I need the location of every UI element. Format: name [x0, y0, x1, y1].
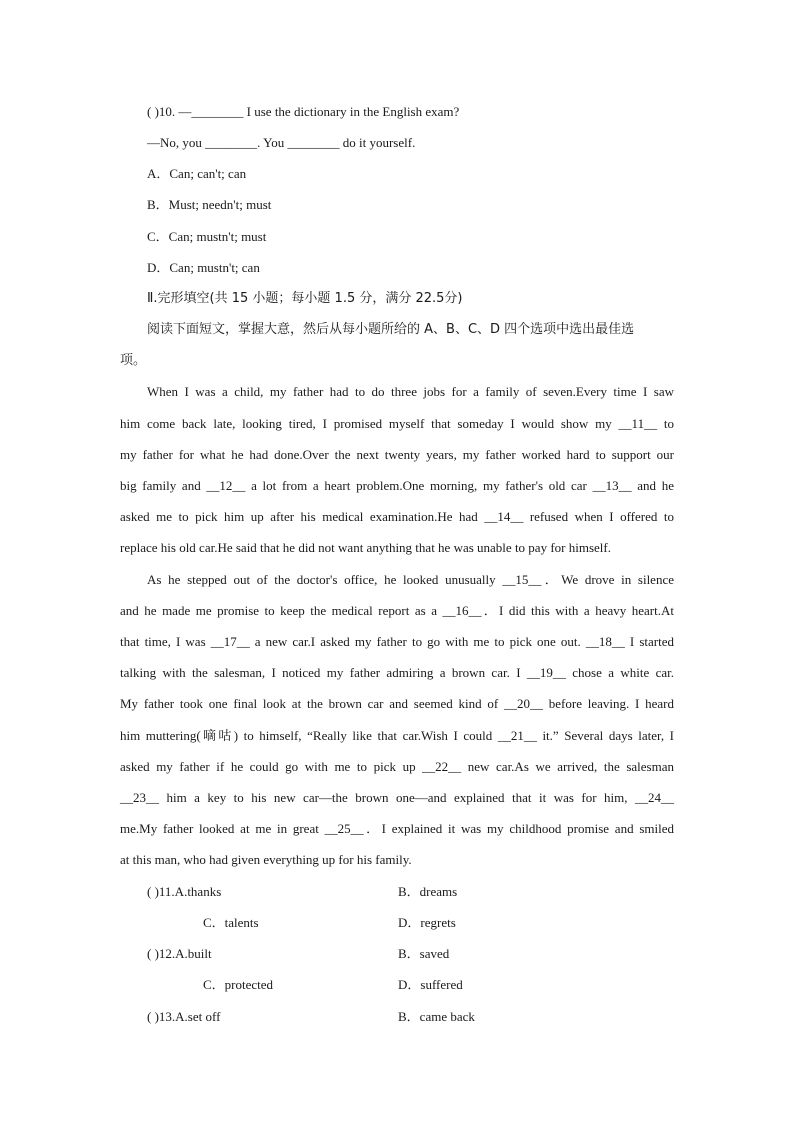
choice-12-a: ( )12.A.built	[147, 946, 212, 961]
passage-line: big family and __12__ a lot from a heart problem.One morning, my father's old car __13__ and he	[120, 478, 674, 493]
choice-13-b: B．came back	[398, 1009, 475, 1024]
passage-line: him muttering(嘀咕) to himself, “Really like that car.Wish I could __21__ it.” Several days later, I	[120, 728, 674, 743]
choice-12-b: B．saved	[398, 946, 450, 961]
passage-line: and he made me promise to keep the medical report as a __16__．I did this with a heavy heart.At	[120, 603, 674, 618]
choice-12-d: D．suffered	[398, 977, 463, 992]
choice-11-a: ( )11.A.thanks	[147, 884, 222, 899]
q10-option-b: B．Must; needn't; must	[147, 197, 272, 212]
q10-option-c: C．Can; mustn't; must	[147, 229, 267, 244]
q10-line2: —No, you ________. You ________ do it yourself.	[147, 135, 416, 150]
section-heading: Ⅱ.完形填空(共 15 小题；每小题 1.5 分，满分 22.5分)	[147, 291, 463, 306]
q10-option-a: A．Can; can't; can	[147, 166, 247, 181]
instruction-line-1: 阅读下面短文，掌握大意，然后从每小题所给的 A、B、C、D 四个选项中选出最佳选	[147, 322, 635, 337]
passage-line: my father for what he had done.Over the next twenty years, my father worked hard to support our	[120, 447, 674, 462]
q10-stem: ( )10. —________ I use the dictionary in the English exam?	[147, 104, 460, 119]
choice-12-c: C．protected	[203, 977, 274, 992]
passage-line: replace his old car.He said that he did not want anything that he was unable to pay for himself.	[120, 540, 611, 555]
passage-line: talking with the salesman, I noticed my father admiring a brown car. I __19__ chose a white car.	[120, 665, 674, 680]
passage-line: me.My father looked at me in great __25__．I explained it was my childhood promise and smiled	[120, 821, 674, 836]
passage-line: asked me to pick him up after his medical examination.He had __14__ refused when I offered to	[120, 509, 674, 524]
instruction-line-2: 项。	[120, 353, 147, 368]
passage-line: My father took one final look at the brown car and seemed kind of __20__ before leaving. I heard	[120, 696, 674, 711]
passage-line: at this man, who had given everything up for his family.	[120, 852, 412, 867]
choice-11-d: D．regrets	[398, 915, 456, 930]
passage-line: When I was a child, my father had to do three jobs for a family of seven.Every time I saw	[147, 384, 674, 399]
choice-13-a: ( )13.A.set off	[147, 1009, 221, 1024]
passage-line: asked my father if he could go with me to pick up __22__ new car.As we arrived, the salesman	[120, 759, 674, 774]
passage-line: As he stepped out of the doctor's office, he looked unusually __15__．We drove in silence	[147, 572, 674, 587]
choice-11-b: B．dreams	[398, 884, 458, 899]
passage-line: him come back late, looking tired, I promised myself that someday I would show my __11__ to	[120, 416, 674, 431]
passage-line: that time, I was __17__ a new car.I asked my father to go with me to pick one out. __18__ I started	[120, 634, 674, 649]
choice-11-c: C．talents	[203, 915, 259, 930]
passage-line: __23__ him a key to his new car—the brown one—and explained that it was for him, __24__	[120, 790, 674, 805]
q10-option-d: D．Can; mustn't; can	[147, 260, 260, 275]
